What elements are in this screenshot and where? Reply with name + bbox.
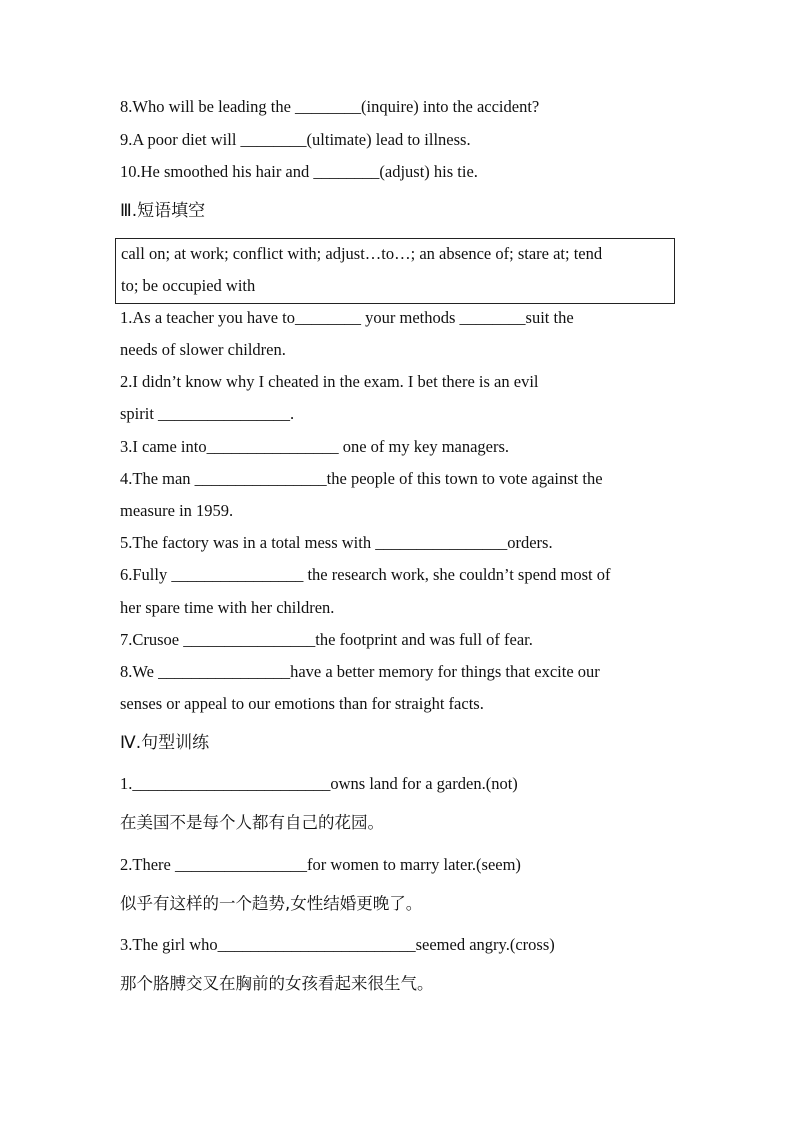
phrase-bank-line: call on; at work; conflict with; adjust…to…; an absence of; stare at; tend	[121, 244, 603, 263]
exercise-line: 9.A poor diet will ________(ultimate) lead to illness.	[120, 130, 471, 149]
exercise-line: 1.As a teacher you have to________ your methods ________suit the	[120, 308, 574, 327]
phrase-bank-box	[115, 238, 675, 304]
section-heading: Ⅲ.短语填空	[120, 201, 206, 221]
sentence-exercise: 3.The girl who________________________seemed angry.(cross)	[120, 935, 555, 954]
phrase-bank-line: to; be occupied with	[121, 276, 256, 295]
section-heading: Ⅳ.句型训练	[120, 733, 210, 753]
exercise-line: 5.The factory was in a total mess with ________________orders.	[120, 533, 553, 552]
exercise-line: 6.Fully ________________ the research work, she couldn’t spend most of	[120, 565, 611, 584]
sentence-exercise: 2.There ________________for women to marry later.(seem)	[120, 855, 521, 874]
exercise-line: 4.The man ________________the people of this town to vote against the	[120, 469, 603, 488]
exercise-line: 8.Who will be leading the ________(inquire) into the accident?	[120, 97, 540, 116]
sentence-translation: 在美国不是每个人都有自己的花园。	[120, 813, 384, 832]
exercise-line: senses or appeal to our emotions than for straight facts.	[120, 694, 484, 713]
exercise-line: measure in 1959.	[120, 501, 234, 520]
exercise-line: 7.Crusoe ________________the footprint and was full of fear.	[120, 630, 533, 649]
sentence-translation: 那个胳膊交叉在胸前的女孩看起来很生气。	[120, 974, 434, 993]
exercise-line: her spare time with her children.	[120, 598, 335, 617]
exercise-line: 2.I didn’t know why I cheated in the exam. I bet there is an evil	[120, 372, 539, 391]
exercise-line: spirit ________________.	[120, 404, 295, 423]
exercise-line: 10.He smoothed his hair and ________(adjust) his tie.	[120, 162, 478, 181]
exercise-line: needs of slower children.	[120, 340, 286, 359]
sentence-translation: 似乎有这样的一个趋势,女性结婚更晚了。	[120, 894, 423, 913]
sentence-exercise: 1.________________________owns land for a garden.(not)	[120, 774, 518, 793]
exercise-line: 8.We ________________have a better memory for things that excite our	[120, 662, 600, 681]
exercise-line: 3.I came into________________ one of my key managers.	[120, 437, 510, 456]
